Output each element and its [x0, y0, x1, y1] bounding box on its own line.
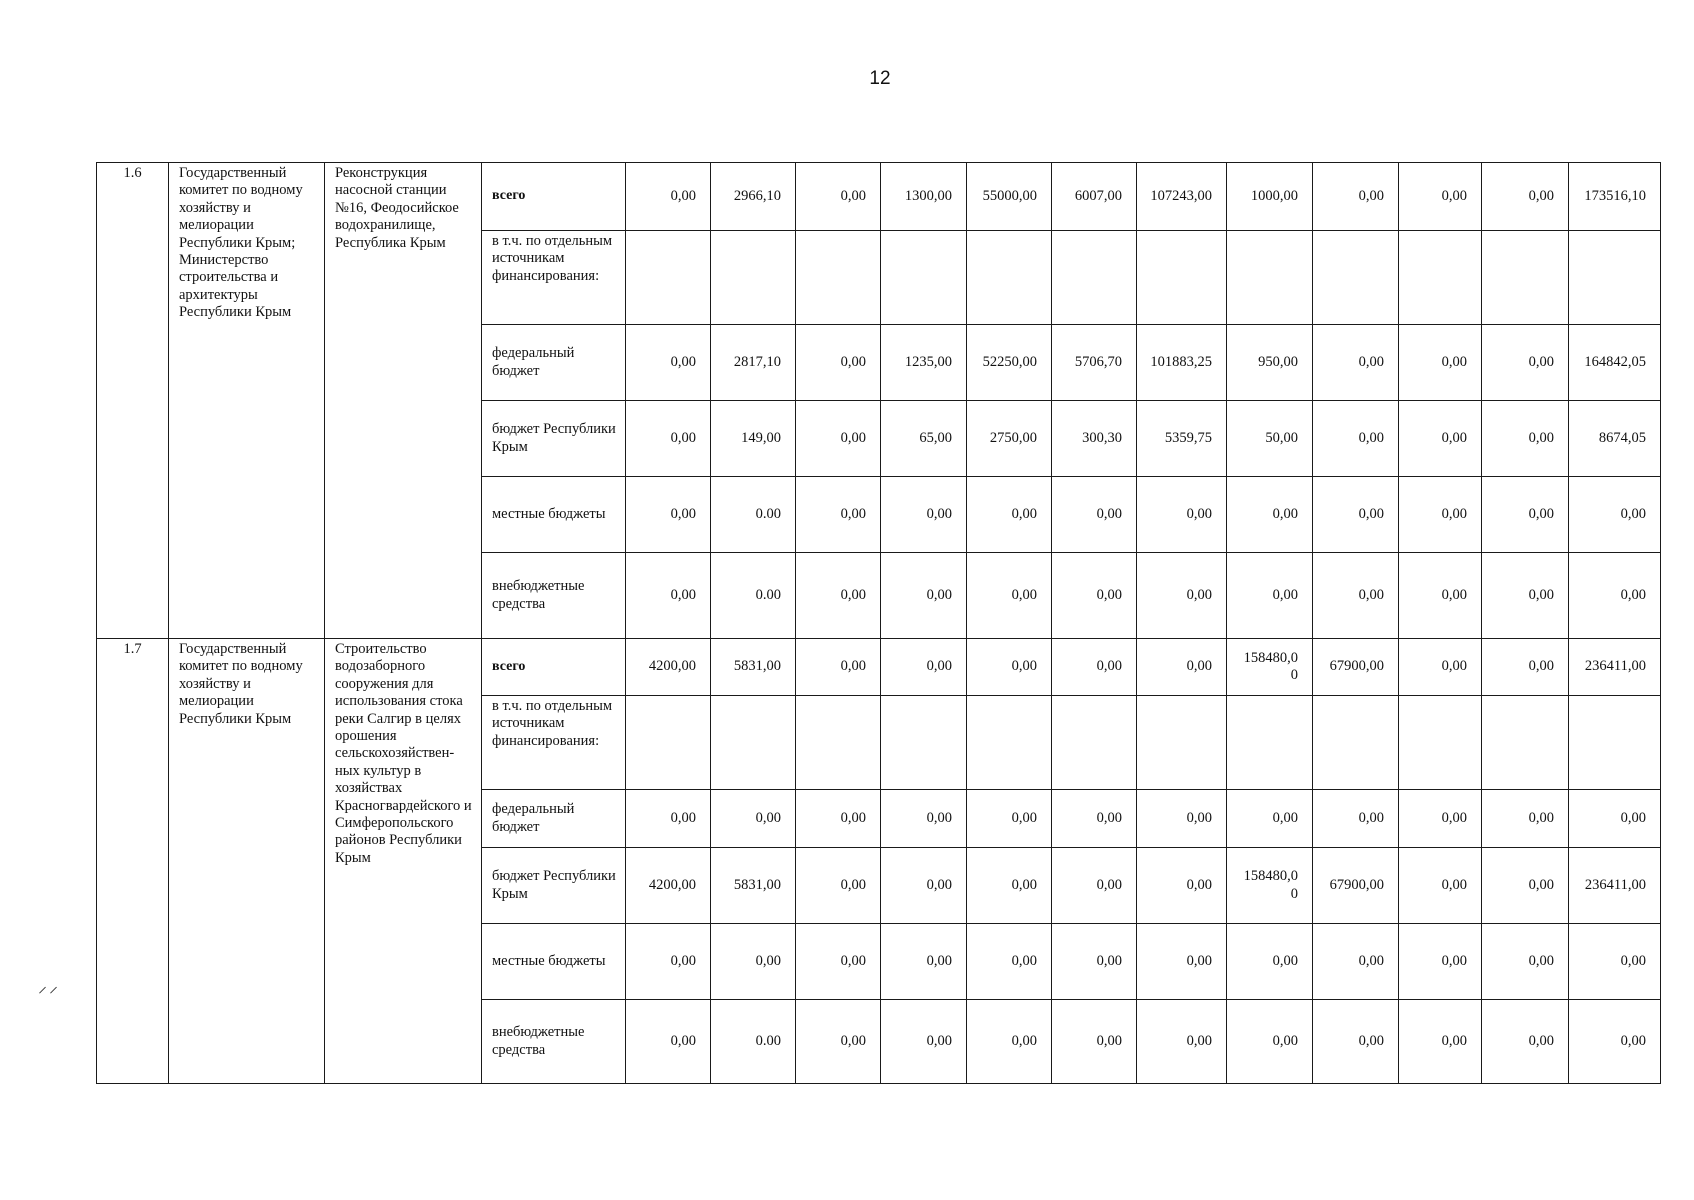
amount-cell: 0,00 — [1482, 1000, 1569, 1084]
amount-cell: 0,00 — [881, 924, 967, 1000]
amount-cell: 0,00 — [1569, 790, 1661, 848]
amount-cell: 0.00 — [711, 553, 796, 639]
row-index: 1.7 — [97, 639, 169, 1084]
amount-cell: 0,00 — [1227, 477, 1313, 553]
amount-cell: 2750,00 — [967, 401, 1052, 477]
amount-cell: 0,00 — [1399, 848, 1482, 924]
amount-cell: 0,00 — [1052, 924, 1137, 1000]
amount-cell: 4200,00 — [626, 639, 711, 696]
amount-cell: 0,00 — [1137, 639, 1227, 696]
page-number: 12 — [869, 68, 891, 89]
amount-cell: 0,00 — [1227, 1000, 1313, 1084]
amount-cell: 0,00 — [881, 1000, 967, 1084]
amount-cell: 0,00 — [1227, 553, 1313, 639]
amount-cell: 2966,10 — [711, 163, 796, 231]
funding-source-label: внебюджетные средства — [482, 553, 626, 639]
amount-cell: 4200,00 — [626, 848, 711, 924]
amount-cell: 0,00 — [1052, 790, 1137, 848]
amount-cell — [711, 696, 796, 790]
amount-cell — [1482, 231, 1569, 325]
amount-cell: 0,00 — [1052, 553, 1137, 639]
amount-cell: 0,00 — [967, 553, 1052, 639]
amount-cell: 0,00 — [796, 639, 881, 696]
amount-cell: 0,00 — [796, 848, 881, 924]
amount-cell: 0,00 — [1227, 790, 1313, 848]
amount-cell: 0,00 — [796, 401, 881, 477]
amount-cell: 55000,00 — [967, 163, 1052, 231]
amount-cell — [1313, 696, 1399, 790]
amount-cell: 0,00 — [967, 790, 1052, 848]
amount-cell — [881, 696, 967, 790]
amount-cell: 0,00 — [1569, 924, 1661, 1000]
amount-cell: 0,00 — [1399, 163, 1482, 231]
amount-cell: 1300,00 — [881, 163, 967, 231]
amount-cell: 0,00 — [1482, 477, 1569, 553]
amount-cell — [967, 231, 1052, 325]
project-cell: Реконструкция насосной станции №16, Феодосийское водохранилище, Республика Крым — [325, 163, 482, 639]
amount-cell: 0,00 — [1313, 325, 1399, 401]
amount-cell: 0,00 — [1399, 401, 1482, 477]
funding-table-body — [97, 163, 1661, 1084]
amount-cell: 0,00 — [1482, 639, 1569, 696]
amount-cell — [967, 696, 1052, 790]
amount-cell: 0,00 — [1137, 477, 1227, 553]
amount-cell — [626, 231, 711, 325]
amount-cell: 0,00 — [626, 1000, 711, 1084]
funding-table — [96, 162, 1661, 1084]
amount-cell: 0,00 — [1137, 848, 1227, 924]
amount-cell: 0,00 — [1137, 790, 1227, 848]
amount-cell: 0,00 — [626, 401, 711, 477]
amount-cell: 65,00 — [881, 401, 967, 477]
amount-cell: 0,00 — [1052, 848, 1137, 924]
amount-cell: 107243,00 — [1137, 163, 1227, 231]
amount-cell — [1399, 696, 1482, 790]
amount-cell: 0,00 — [1399, 790, 1482, 848]
amount-cell: 0,00 — [881, 790, 967, 848]
amount-cell: 0,00 — [1569, 477, 1661, 553]
funding-source-label: внебюджетные средства — [482, 1000, 626, 1084]
amount-cell: 0,00 — [1137, 1000, 1227, 1084]
amount-cell — [796, 696, 881, 790]
amount-cell: 0,00 — [1313, 924, 1399, 1000]
amount-cell: 67900,00 — [1313, 639, 1399, 696]
amount-cell: 5706,70 — [1052, 325, 1137, 401]
amount-cell — [1482, 696, 1569, 790]
amount-cell: 0,00 — [1569, 1000, 1661, 1084]
amount-cell: 0,00 — [1482, 163, 1569, 231]
amount-cell: 0,00 — [1482, 553, 1569, 639]
amount-cell — [1569, 696, 1661, 790]
amount-cell: 0,00 — [967, 1000, 1052, 1084]
funding-source-label: в т.ч. по отдельным источникам финансирования: — [482, 696, 626, 790]
amount-cell: 5831,00 — [711, 848, 796, 924]
amount-cell: 8674,05 — [1569, 401, 1661, 477]
amount-cell: 0,00 — [626, 477, 711, 553]
funding-source-label: всего — [482, 639, 626, 696]
amount-cell: 0,00 — [711, 924, 796, 1000]
amount-cell: 0,00 — [1052, 477, 1137, 553]
amount-cell: 0,00 — [881, 848, 967, 924]
funding-source-label: местные бюджеты — [482, 477, 626, 553]
funding-source-label: в т.ч. по отдельным источникам финансирования: — [482, 231, 626, 325]
funding-source-label: бюджет Республики Крым — [482, 848, 626, 924]
amount-cell: 0,00 — [796, 924, 881, 1000]
amount-cell: 0.00 — [711, 477, 796, 553]
table-row — [97, 639, 1661, 696]
table-row — [97, 163, 1661, 231]
amount-cell: 0,00 — [967, 848, 1052, 924]
funding-source-label: всего — [482, 163, 626, 231]
amount-cell: 0,00 — [796, 477, 881, 553]
executor-cell: Государственный комитет по водному хозяйству и мелиорации Республики Крым; Министерство строительства и архитектуры Республики Крым — [169, 163, 325, 639]
funding-source-label: бюджет Республики Крым — [482, 401, 626, 477]
amount-cell: 0,00 — [796, 163, 881, 231]
amount-cell: 0,00 — [626, 325, 711, 401]
amount-cell: 1000,00 — [1227, 163, 1313, 231]
amount-cell: 0,00 — [711, 790, 796, 848]
amount-cell: 0,00 — [1399, 325, 1482, 401]
amount-cell: 0,00 — [1313, 1000, 1399, 1084]
amount-cell — [1227, 696, 1313, 790]
amount-cell: 0,00 — [1313, 401, 1399, 477]
amount-cell — [881, 231, 967, 325]
amount-cell: 0,00 — [1313, 553, 1399, 639]
amount-cell — [796, 231, 881, 325]
amount-cell: 173516,10 — [1569, 163, 1661, 231]
amount-cell: 0,00 — [1052, 1000, 1137, 1084]
amount-cell: 0,00 — [626, 163, 711, 231]
funding-source-label: местные бюджеты — [482, 924, 626, 1000]
amount-cell: 0,00 — [1137, 924, 1227, 1000]
amount-cell: 0,00 — [1482, 848, 1569, 924]
amount-cell: 0,00 — [1399, 477, 1482, 553]
amount-cell: 0,00 — [881, 639, 967, 696]
amount-cell — [626, 696, 711, 790]
amount-cell: 1235,00 — [881, 325, 967, 401]
amount-cell: 5359,75 — [1137, 401, 1227, 477]
amount-cell — [1052, 231, 1137, 325]
amount-cell: 0,00 — [1399, 924, 1482, 1000]
amount-cell: 0,00 — [967, 924, 1052, 1000]
amount-cell: 0,00 — [1482, 325, 1569, 401]
amount-cell: 52250,00 — [967, 325, 1052, 401]
funding-source-label: федеральный бюджет — [482, 325, 626, 401]
amount-cell: 0,00 — [626, 790, 711, 848]
amount-cell — [1052, 696, 1137, 790]
amount-cell: 0,00 — [967, 477, 1052, 553]
amount-cell: 0,00 — [1399, 553, 1482, 639]
amount-cell: 0,00 — [1482, 401, 1569, 477]
amount-cell: 67900,00 — [1313, 848, 1399, 924]
amount-cell — [1137, 696, 1227, 790]
amount-cell: 0,00 — [796, 790, 881, 848]
amount-cell: 0,00 — [1569, 553, 1661, 639]
amount-cell: 2817,10 — [711, 325, 796, 401]
amount-cell: 0,00 — [1482, 924, 1569, 1000]
amount-cell: 0,00 — [796, 553, 881, 639]
amount-cell — [1569, 231, 1661, 325]
amount-cell: 0.00 — [711, 1000, 796, 1084]
amount-cell: 0,00 — [1313, 790, 1399, 848]
amount-cell: 149,00 — [711, 401, 796, 477]
amount-cell: 5831,00 — [711, 639, 796, 696]
amount-cell: 0,00 — [626, 924, 711, 1000]
amount-cell: 0,00 — [1137, 553, 1227, 639]
amount-cell: 158480,00 — [1227, 639, 1313, 696]
amount-cell: 0,00 — [626, 553, 711, 639]
amount-cell: 0,00 — [881, 477, 967, 553]
executor-cell: Государственный комитет по водному хозяйству и мелиорации Республики Крым — [169, 639, 325, 1084]
project-cell: Строительство водозаборного сооружения для использования стока реки Салгир в целях орошения сельскохозяйствен-ных культур в хозяйствах Красногвардейского и Симферопольского районов Республики Крым — [325, 639, 482, 1084]
amount-cell: 0,00 — [967, 639, 1052, 696]
amount-cell: 0,00 — [881, 553, 967, 639]
amount-cell: 50,00 — [1227, 401, 1313, 477]
amount-cell: 300,30 — [1052, 401, 1137, 477]
amount-cell: 0,00 — [1313, 477, 1399, 553]
amount-cell — [1399, 231, 1482, 325]
amount-cell: 6007,00 — [1052, 163, 1137, 231]
row-index: 1.6 — [97, 163, 169, 639]
amount-cell — [711, 231, 796, 325]
amount-cell — [1313, 231, 1399, 325]
amount-cell: 0,00 — [1399, 639, 1482, 696]
amount-cell: 236411,00 — [1569, 848, 1661, 924]
amount-cell: 0,00 — [1313, 163, 1399, 231]
amount-cell — [1137, 231, 1227, 325]
amount-cell: 164842,05 — [1569, 325, 1661, 401]
amount-cell: 0,00 — [796, 325, 881, 401]
amount-cell: 158480,00 — [1227, 848, 1313, 924]
amount-cell: 0,00 — [796, 1000, 881, 1084]
amount-cell: 0,00 — [1052, 639, 1137, 696]
amount-cell — [1227, 231, 1313, 325]
amount-cell: 0,00 — [1399, 1000, 1482, 1084]
funding-source-label: федеральный бюджет — [482, 790, 626, 848]
amount-cell: 0,00 — [1227, 924, 1313, 1000]
amount-cell: 0,00 — [1482, 790, 1569, 848]
amount-cell: 236411,00 — [1569, 639, 1661, 696]
stray-mark: ⸝⸝ — [38, 976, 60, 996]
amount-cell: 101883,25 — [1137, 325, 1227, 401]
amount-cell: 950,00 — [1227, 325, 1313, 401]
